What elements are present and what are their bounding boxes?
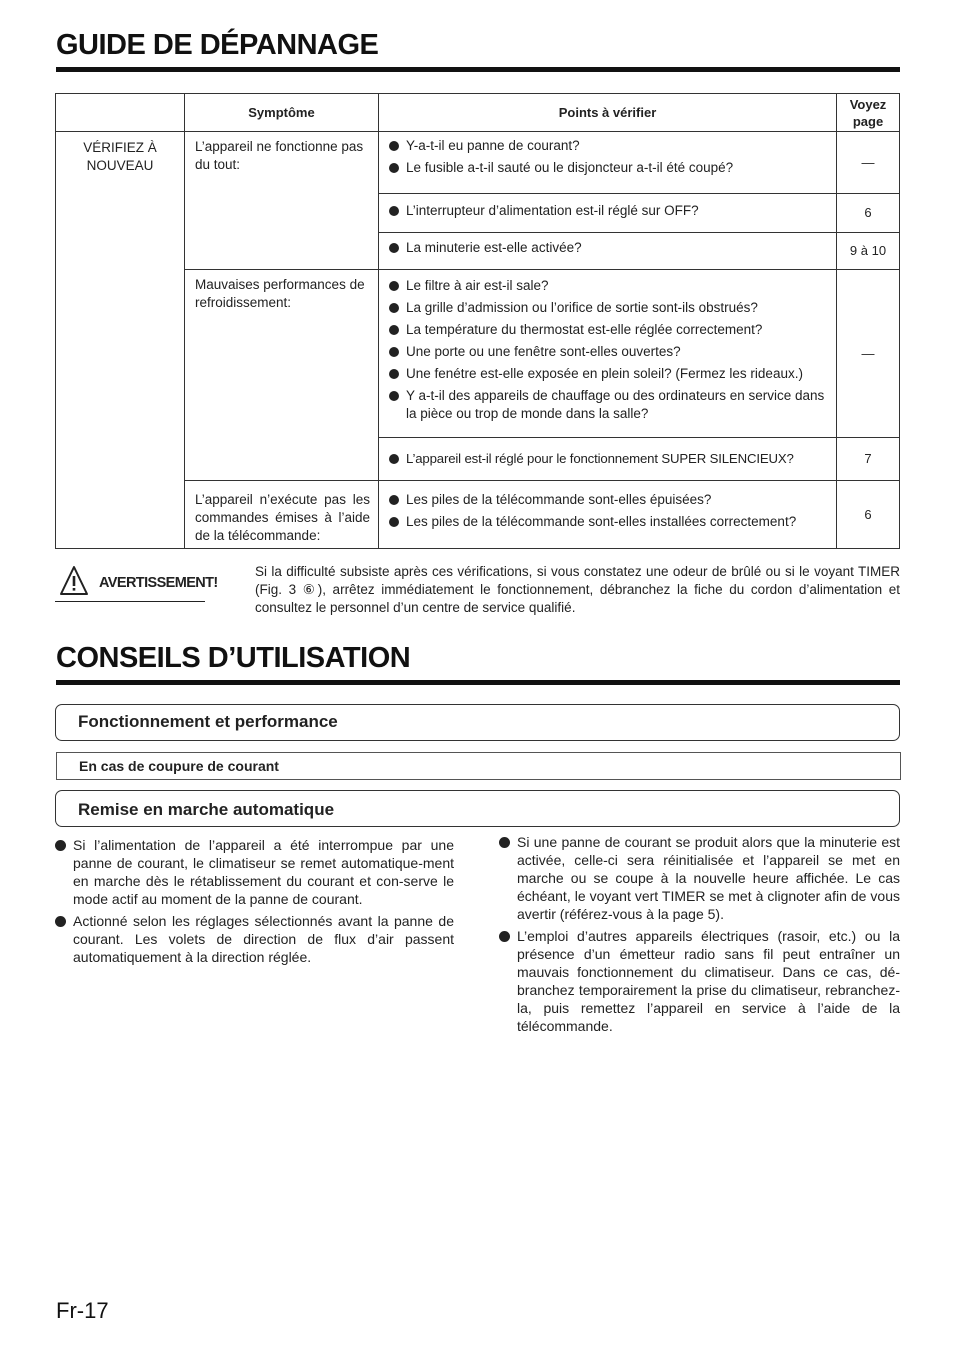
page-ref: 9 à 10 — [837, 233, 900, 270]
check-item: Une fenétre est-elle exposée en plein soleil? (Fermez les rideaux.) — [388, 365, 830, 383]
troubleshooting-table — [55, 93, 900, 549]
subtitle-heading: Remise en marche automatique — [78, 800, 335, 819]
warning-label: AVERTISSEMENT! — [99, 575, 218, 591]
check-item: Le filtre à air est-il sale? — [388, 277, 830, 295]
header-page: Voyez page — [837, 94, 900, 132]
check-item: La grille d’admission ou l’orifice de sortie sont-ils obstrués? — [388, 299, 830, 317]
check-item: La minuterie est-elle activée? — [388, 239, 830, 257]
check-item: Y-a-t-il eu panne de courant? — [388, 137, 830, 155]
symptom-1: L’appareil ne fonctionne pas du tout: — [185, 132, 379, 270]
warning-triangle-icon — [59, 565, 89, 597]
points-row-6 — [379, 481, 837, 549]
page-title-guide: GUIDE DE DÉPANNAGE — [56, 29, 379, 61]
subsection-heading: En cas de coupure de courant — [79, 758, 279, 774]
left-column — [55, 836, 454, 970]
header-symptom: Symptôme — [185, 94, 379, 132]
right-column — [499, 833, 900, 1039]
title-rule — [56, 680, 900, 685]
list-item: Actionné selon les réglages sélectionnés avant la panne de courant. Les volets de direction de flux d’air passent automatiquement à la direction réglée. — [55, 912, 454, 966]
points-row-4 — [379, 270, 837, 438]
page-ref: — — [837, 270, 900, 438]
points-row-2 — [379, 194, 837, 233]
section-heading: Fonctionnement et performance — [78, 712, 338, 731]
page-ref: 6 — [837, 194, 900, 233]
page-number: Fr-17 — [56, 1298, 109, 1323]
subtitle-box — [55, 790, 900, 827]
header-points: Points à vérifier — [379, 94, 837, 132]
warning-text: Si la difficulté subsiste après ces vérifications, si vous constatez une odeur de brûlé ou si le voyant TIMER (Fig. 3 ⑥), arrêtez immédiatement le fonctionnement, débranchez la fiche du cordon d’alimentation et consultez le personnel d’un centre de service qualifié. — [255, 564, 900, 615]
points-row-5 — [379, 438, 837, 481]
check-item: L’interrupteur d’alimentation est-il réglé sur OFF? — [388, 202, 830, 220]
subsection-box — [56, 752, 901, 780]
points-row-3 — [379, 233, 837, 270]
list-item: L’emploi d’autres appareils électriques (rasoir, etc.) ou la présence d’un émetteur radio sans fil peut entraîner un mauvais fonctionnement du climatiseur. Dans ce cas, dé-branchez temporairement la prise du climatiseur, rebranchez-la, puis remettez l’appareil en service à l’aide de la télécommande. — [499, 927, 900, 1035]
page-ref: 7 — [837, 438, 900, 481]
section-heading-box — [55, 704, 900, 741]
title-rule — [56, 67, 900, 72]
symptom-3: L’appareil n’exécute pas les commandes émises à l’aide de la télécommande: — [185, 481, 379, 549]
warning-label-box — [55, 565, 218, 602]
list-item: Si l’alimentation de l’appareil a été interrompue par une panne de courant, le climatiseur se remet automatique-ment en marche dès le rétablissement du courant et con-serve le mode actif au moment de la panne de courant. — [55, 836, 454, 908]
page-ref: — — [837, 132, 900, 194]
category-cell: VÉRIFIEZ À NOUVEAU — [56, 132, 185, 549]
check-item: Y a-t-il des appareils de chauffage ou des ordinateurs en service dans la pièce ou trop de monde dans la salle? — [388, 387, 830, 423]
header-blank — [56, 94, 185, 132]
check-item: L’appareil est-il réglé pour le fonctionnement SUPER SILENCIEUX? — [388, 450, 830, 468]
page-ref: 6 — [837, 481, 900, 549]
points-row-1 — [379, 132, 837, 194]
symptom-2: Mauvaises performances de refroidissement: — [185, 270, 379, 481]
check-item: Les piles de la télécommande sont-elles épuisées? — [388, 491, 830, 509]
list-item: Si une panne de courant se produit alors que la minuterie est activée, celle-ci sera réinitialisée et l’appareil se met en marche ou se coupe à la nouvelle heure affichée. Le cas échéant, le voyant vert TIMER se met à clignoter afin de vous avertir (référez-vous à la page 5). — [499, 833, 900, 923]
check-item: Le fusible a-t-il sauté ou le disjoncteur a-t-il été coupé? — [388, 159, 830, 177]
check-item: La température du thermostat est-elle réglée correctement? — [388, 321, 830, 339]
page-title-conseils: CONSEILS D’UTILISATION — [56, 642, 411, 674]
check-item: Les piles de la télécommande sont-elles installées correctement? — [388, 513, 830, 531]
check-item: Une porte ou une fenêtre sont-elles ouvertes? — [388, 343, 830, 361]
